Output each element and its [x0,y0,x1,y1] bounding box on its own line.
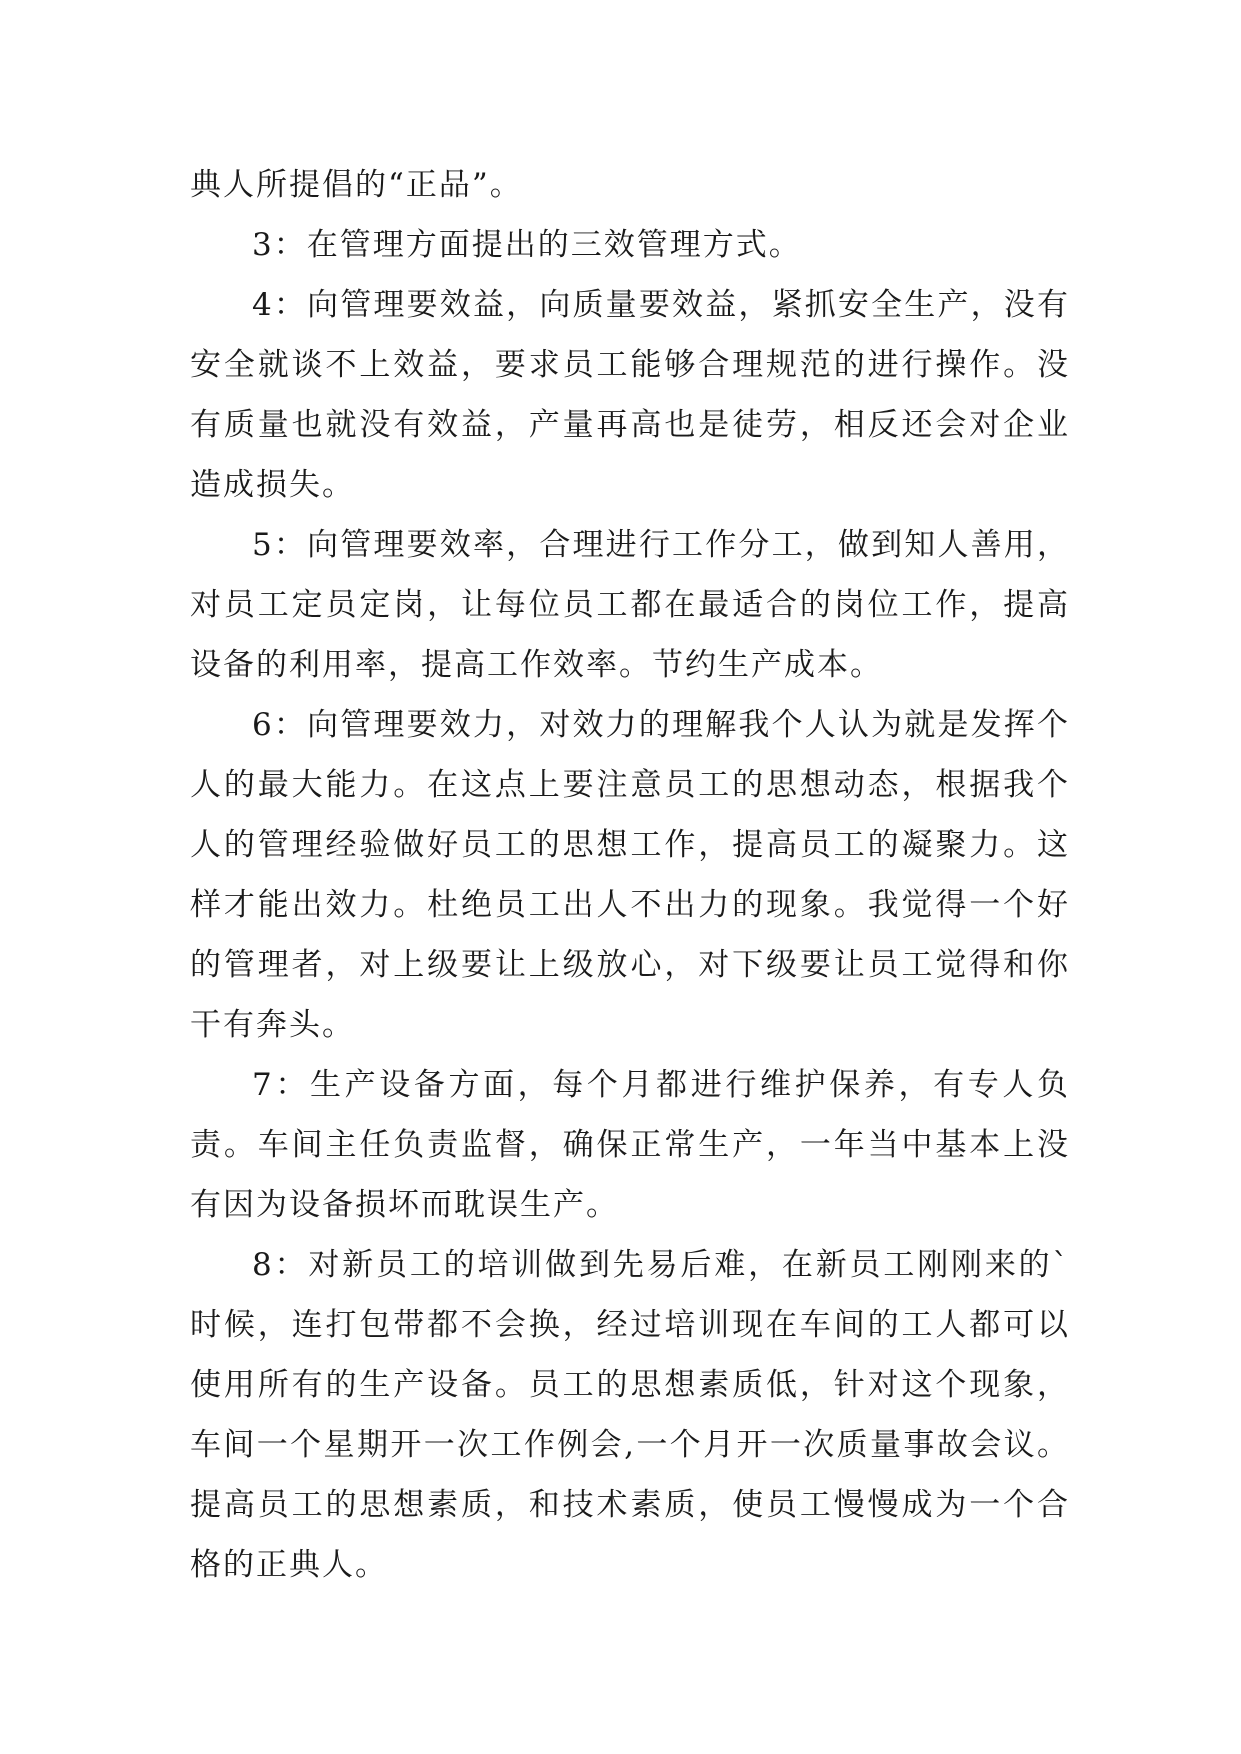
paragraph-item-4: 4：向管理要效益，向质量要效益，紧抓安全生产，没有安全就谈不上效益，要求员工能够合理规范的进行操作。没有质量也就没有效益，产量再高也是徒劳，相反还会对企业造成损失。 [190,287,1070,503]
paragraph-item-7: 7：生产设备方面，每个月都进行维护保养，有专人负责。车间主任负责监督，确保正常生产，一年当中基本上没有因为设备损坏而耽误生产。 [190,1067,1070,1223]
paragraph-item-5: 5：向管理要效率，合理进行工作分工，做到知人善用，对员工定员定岗，让每位员工都在最适合的岗位工作，提高设备的利用率，提高工作效率。节约生产成本。 [190,527,1070,683]
paragraph-item-8: 8：对新员工的培训做到先易后难，在新员工刚刚来的`时候，连打包带都不会换，经过培训现在车间的工人都可以使用所有的生产设备。员工的思想素质低，针对这个现象，车间一个星期开一次工作例会,一个月开一次质量事故会议。提高员工的思想素质，和技术素质，使员工慢慢成为一个合格的正典人。 [190,1247,1070,1583]
paragraph-continuation: 典人所提倡的“正品”。 [190,167,523,203]
paragraph-item-3: 3：在管理方面提出的三效管理方式。 [252,227,802,263]
document-body [190,155,1070,1595]
paragraph-item-6: 6：向管理要效力，对效力的理解我个人认为就是发挥个人的最大能力。在这点上要注意员工的思想动态，根据我个人的管理经验做好员工的思想工作，提高员工的凝聚力。这样才能出效力。杜绝员工出人不出力的现象。我觉得一个好的管理者，对上级要让上级放心，对下级要让员工觉得和你干有奔头。 [190,707,1070,1043]
